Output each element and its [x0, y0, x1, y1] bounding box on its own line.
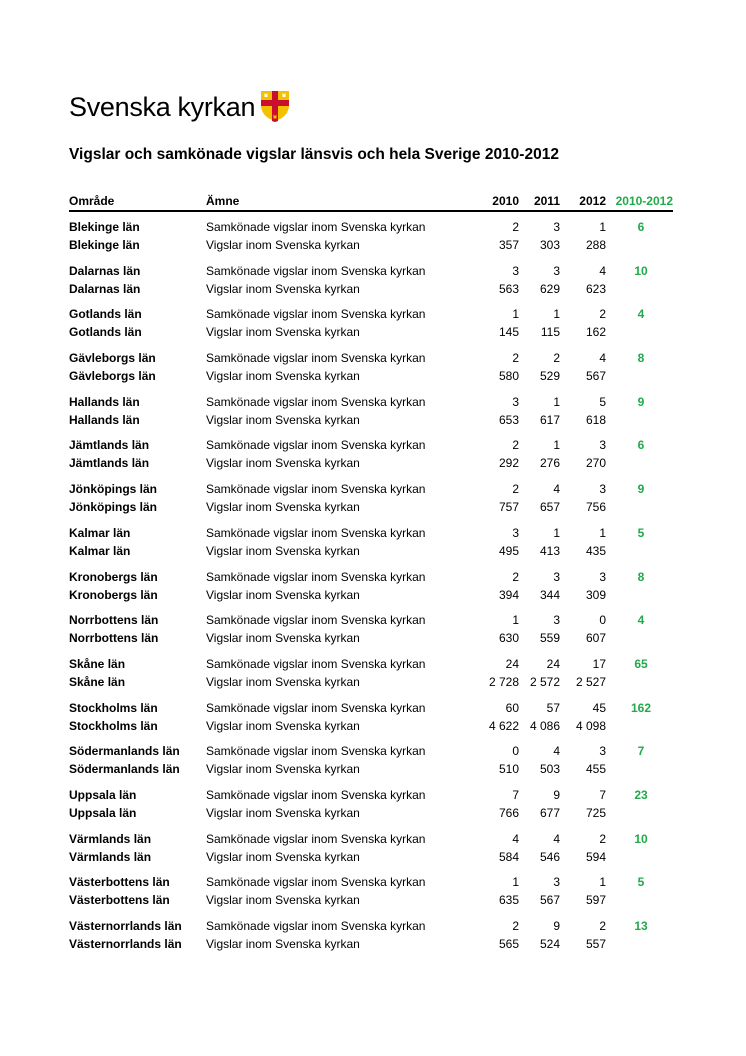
- cell-value-2012: 162: [585, 325, 606, 340]
- table-row: [69, 718, 673, 736]
- cell-amne: Samkönade vigslar inom Svenska kyrkan: [206, 438, 426, 453]
- cell-amne: Vigslar inom Svenska kyrkan: [206, 412, 360, 427]
- cell-value-2010: 2: [512, 220, 519, 234]
- cell-value-2012: 567: [585, 369, 606, 384]
- table-row: [69, 849, 673, 867]
- cell-total: 10: [634, 263, 648, 278]
- cell-amne: Vigslar inom Svenska kyrkan: [206, 893, 360, 908]
- cell-total: 7: [637, 744, 645, 759]
- cell-omrade: Stockholms län: [69, 718, 158, 733]
- cell-value-2010: 3: [512, 525, 519, 540]
- cell-amne: Samkönade vigslar inom Svenska kyrkan: [206, 919, 426, 933]
- cell-value-2010: 4 622: [488, 718, 519, 733]
- cell-omrade: Dalarnas län: [69, 263, 141, 278]
- cell-amne: Vigslar inom Svenska kyrkan: [206, 674, 360, 689]
- table-header: [69, 193, 673, 212]
- cell-value-2011: 1: [553, 307, 560, 322]
- cell-amne: Vigslar inom Svenska kyrkan: [206, 369, 360, 384]
- table-row: [69, 674, 673, 692]
- cell-total: 65: [634, 656, 648, 671]
- cell-omrade: Norrbottens län: [69, 613, 159, 628]
- cell-omrade: Blekinge län: [69, 238, 140, 252]
- table-row: [69, 263, 673, 281]
- cell-value-2012: 2 527: [575, 674, 606, 689]
- cell-value-2012: 607: [585, 631, 606, 646]
- header-2011: 2011: [533, 194, 560, 208]
- cell-value-2011: 657: [539, 500, 560, 515]
- cell-value-2012: 3: [599, 744, 606, 759]
- cell-value-2010: 510: [498, 762, 519, 777]
- cell-value-2012: 756: [585, 500, 606, 515]
- cell-amne: Samkönade vigslar inom Svenska kyrkan: [206, 525, 426, 540]
- cell-value-2011: 9: [553, 919, 560, 933]
- svenska-kyrkan-logo: [69, 90, 290, 124]
- cell-omrade: Värmlands län: [69, 849, 152, 864]
- cell-value-2010: 653: [498, 412, 519, 427]
- table-row: [69, 306, 673, 324]
- cell-omrade: Gävleborgs län: [69, 351, 156, 366]
- cell-value-2011: 1: [553, 394, 560, 409]
- cell-value-2011: 529: [539, 369, 560, 384]
- cell-value-2010: 2: [512, 351, 519, 366]
- table-row: [69, 350, 673, 368]
- cell-omrade: Södermanlands län: [69, 762, 180, 777]
- cell-omrade: Kalmar län: [69, 543, 131, 558]
- cell-amne: Vigslar inom Svenska kyrkan: [206, 456, 360, 471]
- cell-value-2010: 2: [512, 569, 519, 584]
- cell-value-2012: 4 098: [575, 718, 606, 733]
- table-row: [69, 368, 673, 386]
- table-row: [69, 437, 673, 455]
- cell-total: 23: [634, 787, 648, 802]
- cell-omrade: Västerbottens län: [69, 875, 170, 890]
- cell-value-2010: 3: [512, 394, 519, 409]
- header-2012: 2012: [579, 194, 606, 208]
- table-row: [69, 412, 673, 430]
- cell-value-2011: 9: [553, 787, 560, 802]
- lan-group: [69, 743, 673, 787]
- lan-group: [69, 656, 673, 700]
- cell-value-2011: 524: [539, 937, 560, 951]
- cell-value-2011: 115: [540, 325, 560, 340]
- table-row: [69, 918, 673, 936]
- cell-amne: Samkönade vigslar inom Svenska kyrkan: [206, 875, 426, 890]
- table-row: [69, 743, 673, 761]
- cell-value-2012: 2: [599, 831, 606, 846]
- cell-total: 6: [637, 220, 645, 234]
- table-row: [69, 394, 673, 412]
- lan-group: [69, 481, 673, 525]
- cell-value-2010: 2: [512, 482, 519, 497]
- table-row: [69, 700, 673, 718]
- cell-amne: Vigslar inom Svenska kyrkan: [206, 631, 360, 646]
- table-row: [69, 805, 673, 823]
- cell-amne: Samkönade vigslar inom Svenska kyrkan: [206, 351, 426, 366]
- cell-omrade: Gävleborgs län: [69, 369, 156, 384]
- cell-value-2011: 3: [553, 220, 560, 234]
- cell-value-2011: 3: [553, 875, 560, 890]
- cell-value-2011: 344: [539, 587, 560, 602]
- lan-group: [69, 569, 673, 613]
- lan-group: [69, 787, 673, 831]
- cell-value-2011: 559: [539, 631, 560, 646]
- logo-word-2: kyrkan: [177, 92, 256, 122]
- cell-value-2012: 4: [599, 351, 606, 366]
- cell-value-2010: 7: [512, 787, 519, 802]
- cell-value-2011: 3: [553, 613, 560, 628]
- table-row: [69, 281, 673, 299]
- table-body: [69, 219, 673, 962]
- cell-value-2012: 17: [592, 656, 606, 671]
- cell-value-2010: 766: [498, 805, 519, 820]
- cell-value-2011: 677: [539, 805, 560, 820]
- cell-value-2011: 1: [553, 525, 560, 540]
- cell-omrade: Kalmar län: [69, 525, 131, 540]
- cell-value-2011: 303: [539, 238, 560, 252]
- cell-value-2012: 1: [599, 525, 606, 540]
- lan-group: [69, 831, 673, 875]
- cell-omrade: Västernorrlands län: [69, 919, 182, 933]
- cell-omrade: Kronobergs län: [69, 587, 158, 602]
- cell-total: 9: [637, 394, 645, 409]
- cell-omrade: Uppsala län: [69, 787, 137, 802]
- cell-omrade: Jönköpings län: [69, 500, 158, 515]
- table-row: [69, 543, 673, 561]
- cell-value-2010: 2: [512, 919, 519, 933]
- cell-value-2010: 0: [512, 744, 519, 759]
- cell-amne: Vigslar inom Svenska kyrkan: [206, 762, 360, 777]
- cell-value-2010: 24: [505, 656, 519, 671]
- table-row: [69, 630, 673, 648]
- table-row: [69, 569, 673, 587]
- cell-omrade: Uppsala län: [69, 805, 137, 820]
- cell-value-2012: 309: [585, 587, 606, 602]
- cell-total: 8: [637, 569, 645, 584]
- cell-omrade: Gotlands län: [69, 325, 142, 340]
- cell-omrade: Jönköpings län: [69, 482, 158, 497]
- cell-value-2010: 2 728: [488, 674, 519, 689]
- cell-value-2011: 4: [553, 482, 560, 497]
- cell-total: 8: [637, 351, 645, 366]
- cell-total: 162: [630, 700, 652, 715]
- cell-value-2010: 292: [498, 456, 519, 471]
- cell-value-2011: 4 086: [529, 718, 560, 733]
- table-row: [69, 455, 673, 473]
- cell-omrade: Dalarnas län: [69, 281, 141, 296]
- table-row: [69, 499, 673, 517]
- cell-value-2011: 57: [546, 700, 560, 715]
- cell-amne: Samkönade vigslar inom Svenska kyrkan: [206, 569, 426, 584]
- lan-group: [69, 700, 673, 744]
- cell-amne: Samkönade vigslar inom Svenska kyrkan: [206, 700, 426, 715]
- cell-value-2011: 546: [539, 849, 560, 864]
- table-row: [69, 761, 673, 779]
- cell-value-2011: 2: [553, 351, 560, 366]
- cell-value-2012: 435: [585, 543, 606, 558]
- cell-value-2010: 495: [498, 543, 519, 558]
- cell-value-2010: 584: [498, 849, 519, 864]
- cell-total: 4: [637, 613, 645, 628]
- cell-amne: Vigslar inom Svenska kyrkan: [206, 937, 360, 951]
- cell-value-2012: 557: [585, 937, 606, 951]
- table-row: [69, 481, 673, 499]
- lan-group: [69, 219, 673, 263]
- cell-omrade: Hallands län: [69, 412, 140, 427]
- lan-group: [69, 394, 673, 438]
- cell-amne: Vigslar inom Svenska kyrkan: [206, 849, 360, 864]
- cell-value-2012: 3: [599, 438, 606, 453]
- cell-value-2011: 2 572: [529, 674, 560, 689]
- cell-omrade: Kronobergs län: [69, 569, 158, 584]
- lan-group: [69, 350, 673, 394]
- cell-value-2012: 597: [585, 893, 606, 908]
- table-row: [69, 525, 673, 543]
- cell-value-2010: 60: [505, 700, 519, 715]
- header-total: 2010-2012: [615, 194, 673, 208]
- lan-group: [69, 918, 673, 962]
- cell-value-2012: 725: [585, 805, 606, 820]
- table-row: [69, 219, 673, 237]
- cell-value-2011: 503: [539, 762, 560, 777]
- cell-value-2010: 1: [512, 875, 519, 890]
- lan-group: [69, 437, 673, 481]
- cell-value-2012: 45: [592, 700, 606, 715]
- cell-total: 6: [637, 438, 645, 453]
- cell-value-2012: 3: [599, 482, 606, 497]
- table-row: [69, 787, 673, 805]
- cell-omrade: Jämtlands län: [69, 456, 150, 471]
- cell-amne: Samkönade vigslar inom Svenska kyrkan: [206, 744, 426, 759]
- cell-omrade: Skåne län: [69, 674, 126, 689]
- cell-amne: Samkönade vigslar inom Svenska kyrkan: [206, 263, 426, 278]
- cell-value-2010: 580: [498, 369, 519, 384]
- cell-value-2011: 4: [553, 831, 560, 846]
- cell-value-2010: 2: [512, 438, 519, 453]
- cell-omrade: Västernorrlands län: [69, 937, 182, 951]
- cell-total: 9: [637, 482, 645, 497]
- cell-total: 4: [637, 307, 645, 322]
- lan-group: [69, 525, 673, 569]
- cell-value-2011: 1: [553, 438, 560, 453]
- cell-total: 5: [637, 875, 645, 890]
- cell-omrade: Stockholms län: [69, 700, 158, 715]
- cell-value-2011: 413: [539, 543, 560, 558]
- cell-omrade: Norrbottens län: [69, 631, 159, 646]
- statistics-table: [69, 193, 673, 962]
- cell-value-2010: 4: [512, 831, 519, 846]
- cell-omrade: Värmlands län: [69, 831, 152, 846]
- cell-amne: Vigslar inom Svenska kyrkan: [206, 587, 360, 602]
- table-row: [69, 612, 673, 630]
- cell-omrade: Skåne län: [69, 656, 126, 671]
- cell-value-2012: 2: [599, 919, 606, 933]
- cell-value-2011: 629: [539, 281, 560, 296]
- cell-value-2012: 4: [599, 263, 606, 278]
- cell-value-2012: 623: [585, 281, 606, 296]
- cell-value-2012: 270: [585, 456, 606, 471]
- cell-total: 5: [637, 525, 645, 540]
- table-row: [69, 874, 673, 892]
- cell-amne: Samkönade vigslar inom Svenska kyrkan: [206, 831, 426, 846]
- cell-value-2011: 567: [539, 893, 560, 908]
- cell-value-2010: 630: [498, 631, 519, 646]
- cell-value-2010: 1: [512, 613, 519, 628]
- cell-value-2010: 145: [498, 325, 519, 340]
- cell-value-2011: 4: [553, 744, 560, 759]
- cell-omrade: Jämtlands län: [69, 438, 150, 453]
- cell-value-2012: 3: [599, 569, 606, 584]
- cell-amne: Samkönade vigslar inom Svenska kyrkan: [206, 220, 426, 234]
- cell-amne: Samkönade vigslar inom Svenska kyrkan: [206, 787, 426, 802]
- cell-total: 10: [634, 831, 648, 846]
- cell-total: 13: [634, 919, 648, 933]
- cell-value-2010: 563: [498, 281, 519, 296]
- cell-value-2010: 635: [498, 893, 519, 908]
- cell-value-2012: 1: [599, 875, 606, 890]
- svenska-kyrkan-cross-shield-icon: [260, 90, 290, 122]
- cell-value-2011: 617: [539, 412, 560, 427]
- cell-value-2010: 757: [498, 500, 519, 515]
- header-omrade: Område: [69, 194, 115, 208]
- cell-value-2012: 5: [599, 394, 606, 409]
- cell-amne: Samkönade vigslar inom Svenska kyrkan: [206, 613, 426, 628]
- table-row: [69, 324, 673, 342]
- cell-value-2012: 2: [599, 307, 606, 322]
- logo-word-1: Svenska: [69, 92, 171, 122]
- table-row: [69, 892, 673, 910]
- cell-value-2010: 565: [498, 937, 519, 951]
- cell-value-2012: 1: [599, 220, 606, 234]
- cell-amne: Vigslar inom Svenska kyrkan: [206, 543, 360, 558]
- cell-amne: Vigslar inom Svenska kyrkan: [206, 805, 360, 820]
- cell-amne: Samkönade vigslar inom Svenska kyrkan: [206, 482, 426, 497]
- table-row: [69, 587, 673, 605]
- cell-value-2011: 24: [546, 656, 560, 671]
- table-row: [69, 831, 673, 849]
- cell-amne: Vigslar inom Svenska kyrkan: [206, 281, 360, 296]
- lan-group: [69, 263, 673, 307]
- cell-amne: Vigslar inom Svenska kyrkan: [206, 238, 360, 252]
- cell-value-2011: 276: [539, 456, 560, 471]
- cell-omrade: Västerbottens län: [69, 893, 170, 908]
- cell-value-2012: 594: [585, 849, 606, 864]
- cell-value-2012: 618: [585, 412, 606, 427]
- header-amne: Ämne: [206, 194, 240, 208]
- cell-value-2011: 3: [553, 569, 560, 584]
- table-row: [69, 936, 673, 954]
- cell-omrade: Blekinge län: [69, 220, 140, 234]
- lan-group: [69, 612, 673, 656]
- lan-group: [69, 306, 673, 350]
- cell-omrade: Södermanlands län: [69, 744, 180, 759]
- cell-value-2012: 0: [599, 613, 606, 628]
- cell-value-2011: 3: [553, 263, 560, 278]
- table-row: [69, 237, 673, 255]
- cell-amne: Vigslar inom Svenska kyrkan: [206, 500, 360, 515]
- cell-amne: Samkönade vigslar inom Svenska kyrkan: [206, 656, 426, 671]
- cell-value-2010: 357: [498, 238, 519, 252]
- document-title: Vigslar och samkönade vigslar länsvis och hela Sverige 2010-2012: [69, 146, 559, 163]
- cell-value-2010: 1: [512, 307, 519, 322]
- cell-amne: Samkönade vigslar inom Svenska kyrkan: [206, 394, 426, 409]
- cell-value-2012: 455: [585, 762, 606, 777]
- cell-amne: Vigslar inom Svenska kyrkan: [206, 325, 360, 340]
- cell-omrade: Gotlands län: [69, 307, 142, 322]
- logo-wordmark: [69, 90, 255, 124]
- table-row: [69, 656, 673, 674]
- cell-value-2012: 7: [599, 787, 606, 802]
- cell-value-2012: 288: [585, 238, 606, 252]
- cell-amne: Samkönade vigslar inom Svenska kyrkan: [206, 307, 426, 322]
- cell-value-2010: 394: [498, 587, 519, 602]
- cell-omrade: Hallands län: [69, 394, 140, 409]
- cell-value-2010: 3: [512, 263, 519, 278]
- lan-group: [69, 874, 673, 918]
- header-2010: 2010: [492, 194, 519, 208]
- cell-amne: Vigslar inom Svenska kyrkan: [206, 718, 360, 733]
